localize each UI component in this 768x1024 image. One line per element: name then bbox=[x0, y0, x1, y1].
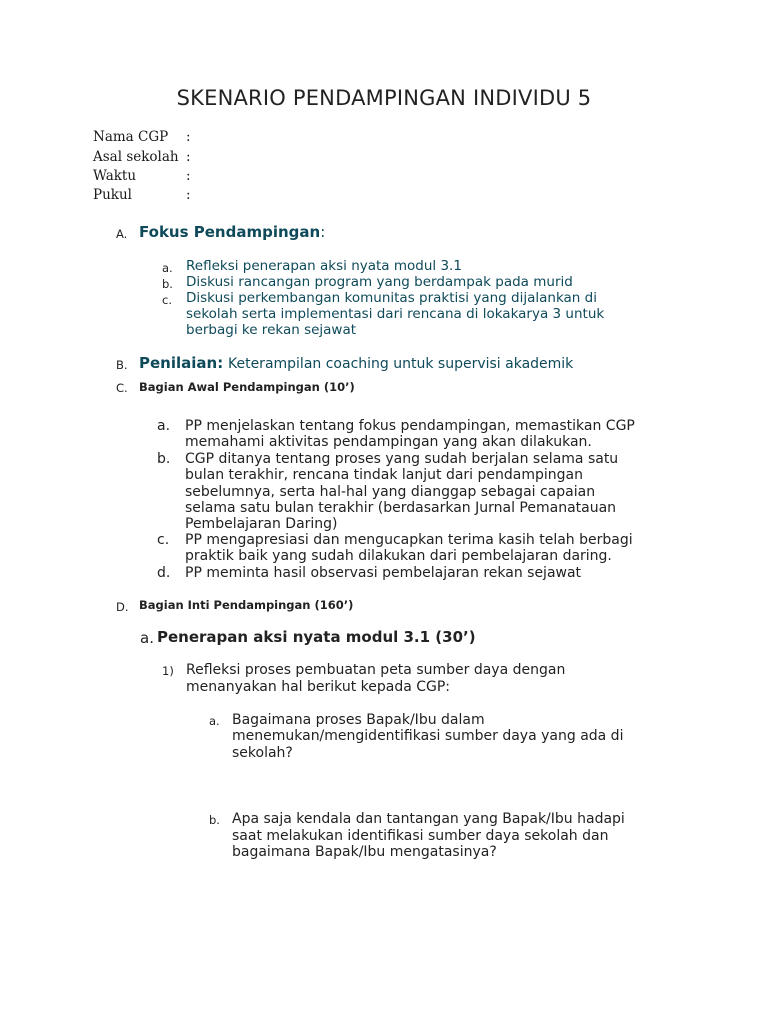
question-marker: b. bbox=[209, 813, 220, 827]
section-a-item-marker: c. bbox=[162, 293, 172, 307]
question-text: Apa saja kendala dan tantangan yang Bapak/Ibu hadapi bbox=[232, 811, 625, 827]
section-c-item-text: bulan terakhir, rencana tindak lanjut dari pendampingan bbox=[185, 467, 583, 483]
section-d-marker: D. bbox=[116, 600, 129, 614]
section-a-marker: A. bbox=[116, 227, 128, 241]
question-text: bagaimana Bapak/Ibu mengatasinya? bbox=[232, 844, 497, 860]
section-c-item-text: PP meminta hasil observasi pembelajaran rekan sejawat bbox=[185, 565, 582, 581]
section-b-marker: B. bbox=[116, 358, 128, 372]
section-c-item-text: praktik baik yang sudah dilakukan dari pembelajaran daring. bbox=[185, 548, 612, 564]
step-text: menanyakan hal berikut kepada CGP: bbox=[186, 679, 451, 695]
section-c-item-marker: c. bbox=[157, 532, 170, 548]
section-c-item-text: PP mengapresiasi dan mengucapkan terima kasih telah berbagi bbox=[185, 532, 633, 548]
info-sep: : bbox=[186, 187, 191, 203]
section-c-item-text: CGP ditanya tentang proses yang sudah berjalan selama satu bbox=[185, 451, 619, 467]
question-text: sekolah? bbox=[232, 745, 293, 761]
step-text: Refleksi proses pembuatan peta sumber daya dengan bbox=[186, 662, 566, 678]
section-a-heading bbox=[139, 223, 325, 241]
section-d-sub-heading: Penerapan aksi nyata modul 3.1 (30’) bbox=[157, 628, 476, 646]
info-sep: : bbox=[186, 149, 191, 165]
section-c-item-marker: a. bbox=[157, 418, 171, 434]
section-c-item-text: memahami aktivitas pendampingan yang akan dilakukan. bbox=[185, 434, 592, 450]
section-c-item-text: PP menjelaskan tentang fokus pendampingan, memastikan CGP bbox=[185, 418, 635, 434]
section-a-item-marker: a. bbox=[162, 261, 173, 275]
info-label-asal-sekolah: Asal sekolah bbox=[93, 149, 179, 165]
section-c-item-text: sebelumnya, serta hal-hal yang dianggap sebagai capaian bbox=[185, 484, 596, 500]
section-a-heading-text: Fokus Pendampingan bbox=[139, 223, 321, 241]
document-title: SKENARIO PENDAMPINGAN INDIVIDU 5 bbox=[176, 86, 592, 110]
info-label-waktu: Waktu bbox=[93, 168, 137, 184]
section-a-item-marker: b. bbox=[162, 277, 173, 291]
section-b-heading: Penilaian: bbox=[139, 354, 224, 372]
info-label-pukul: Pukul bbox=[93, 187, 132, 203]
section-b-line bbox=[139, 354, 573, 372]
section-a-item-text: sekolah serta implementasi dari rencana di lokakarya 3 untuk bbox=[186, 306, 605, 322]
section-c-item-marker: b. bbox=[157, 451, 171, 467]
section-a-item-text: Diskusi rancangan program yang berdampak pada murid bbox=[186, 274, 573, 290]
section-c-item-marker: d. bbox=[157, 565, 171, 581]
question-text: saat melakukan identifikasi sumber daya sekolah dan bbox=[232, 828, 609, 844]
info-label-nama-cgp: Nama CGP bbox=[93, 129, 169, 145]
question-text: menemukan/mengidentifikasi sumber daya yang ada di bbox=[232, 728, 624, 744]
section-a-item-text: Refleksi penerapan aksi nyata modul 3.1 bbox=[186, 258, 462, 274]
section-a-item-text: berbagi ke rekan sejawat bbox=[186, 322, 357, 338]
section-b-text: Keterampilan coaching untuk supervisi akademik bbox=[227, 356, 574, 372]
section-c-item-text: selama satu bulan terakhir (berdasarkan Jurnal Pemanatauan bbox=[185, 500, 617, 516]
info-sep: : bbox=[186, 168, 191, 184]
section-a-heading-colon: : bbox=[320, 223, 326, 241]
section-d-heading: Bagian Inti Pendampingan (160’) bbox=[139, 598, 354, 612]
section-c-heading: Bagian Awal Pendampingan (10’) bbox=[139, 380, 355, 394]
section-c-item-text: Pembelajaran Daring) bbox=[185, 516, 338, 532]
question-text: Bagaimana proses Bapak/Ibu dalam bbox=[232, 712, 485, 728]
section-c-marker: C. bbox=[116, 381, 128, 395]
info-sep: : bbox=[186, 129, 191, 145]
step-marker: 1) bbox=[162, 664, 174, 678]
question-marker: a. bbox=[209, 714, 220, 728]
section-a-item-text: Diskusi perkembangan komunitas praktisi yang dijalankan di bbox=[186, 290, 597, 306]
section-d-sub-marker: a. bbox=[140, 629, 154, 647]
